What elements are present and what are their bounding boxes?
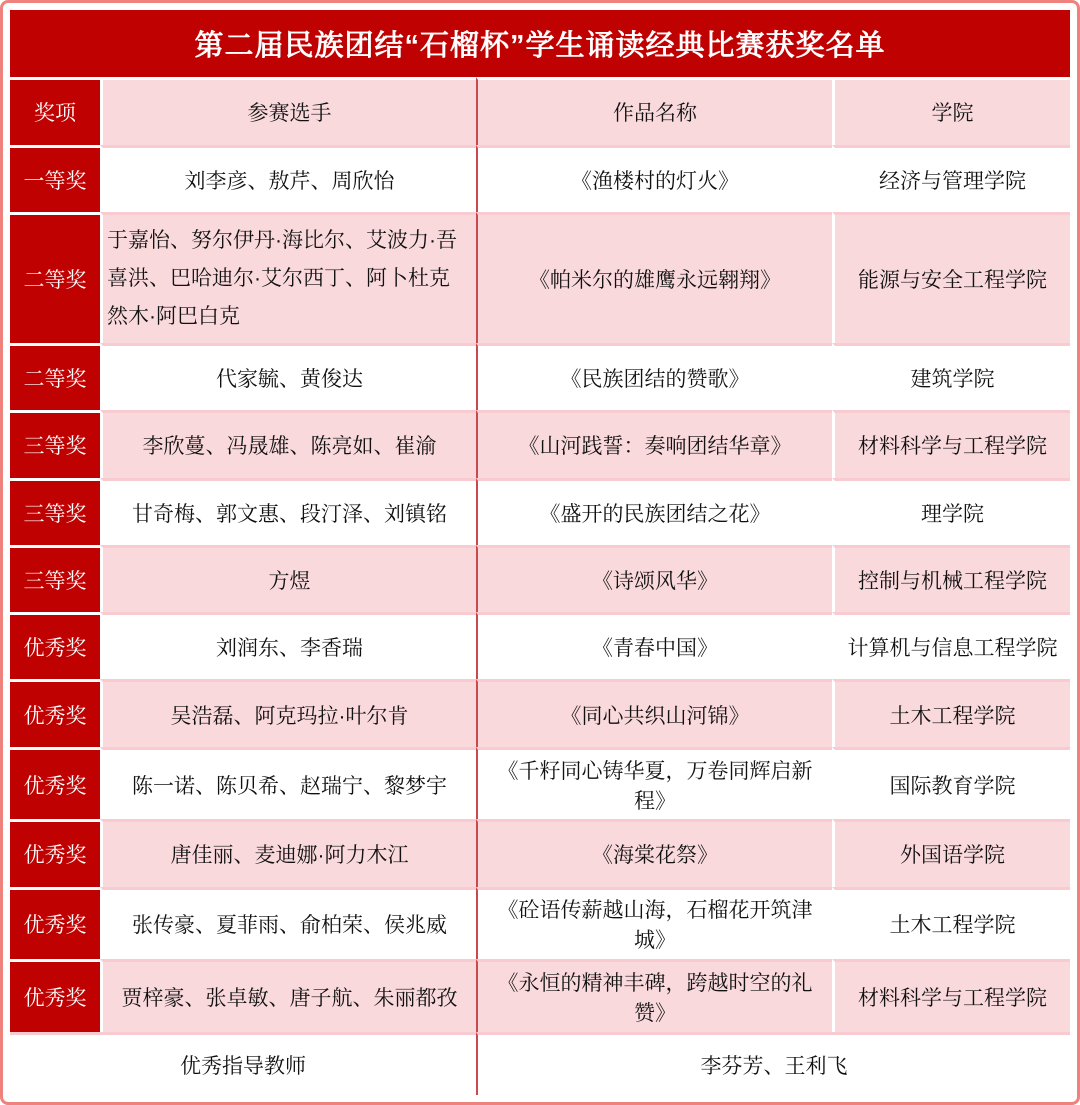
- college-cell: 材料科学与工程学院: [832, 959, 1070, 1032]
- table-row: [10, 478, 1070, 545]
- column-header-award: 奖项: [10, 77, 100, 144]
- footer-value: 李芬芳、王利飞: [476, 1032, 1070, 1095]
- table-row: [10, 410, 1070, 477]
- award-cell: 二等奖: [10, 212, 100, 343]
- college-cell: 国际教育学院: [832, 747, 1070, 820]
- contestants-cell: 代家毓、黄俊达: [100, 343, 476, 410]
- title-row: [10, 10, 1070, 77]
- footer-row: [10, 1032, 1070, 1095]
- table-row: [10, 887, 1070, 960]
- contestants-cell: 刘李彦、敖芹、周欣怡: [100, 145, 476, 212]
- footer-label: 优秀指导教师: [10, 1032, 476, 1095]
- table-row: [10, 612, 1070, 679]
- work-cell: 《渔楼村的灯火》: [476, 145, 832, 212]
- college-cell: 土木工程学院: [832, 679, 1070, 746]
- table-row: [10, 145, 1070, 212]
- work-cell: 《海棠花祭》: [476, 819, 832, 886]
- page-title: 第二届民族团结“石榴杯”学生诵读经典比赛获奖名单: [10, 10, 1070, 77]
- contestants-cell: 张传豪、夏菲雨、俞柏荣、侯兆威: [100, 887, 476, 960]
- work-cell: 《同心共织山河锦》: [476, 679, 832, 746]
- column-header-contestants: 参赛选手: [100, 77, 476, 144]
- contestants-cell: 唐佳丽、麦迪娜·阿力木江: [100, 819, 476, 886]
- table-row: [10, 747, 1070, 820]
- college-cell: 材料科学与工程学院: [832, 410, 1070, 477]
- table-row: [10, 343, 1070, 410]
- college-cell: 外国语学院: [832, 819, 1070, 886]
- header-row: [10, 77, 1070, 144]
- column-header-college: 学院: [832, 77, 1070, 144]
- college-cell: 控制与机械工程学院: [832, 545, 1070, 612]
- work-cell: 《山河践誓：奏响团结华章》: [476, 410, 832, 477]
- table-row: [10, 545, 1070, 612]
- contestants-cell: 贾梓豪、张卓敏、唐子航、朱丽都孜: [100, 959, 476, 1032]
- contestants-cell: 李欣蔓、冯晟雄、陈亮如、崔渝: [100, 410, 476, 477]
- work-cell: 《千籽同心铸华夏，万卷同辉启新程》: [476, 747, 832, 820]
- work-cell: 《砼语传薪越山海，石榴花开筑津城》: [476, 887, 832, 960]
- award-cell: 一等奖: [10, 145, 100, 212]
- award-cell: 三等奖: [10, 545, 100, 612]
- work-cell: 《民族团结的赞歌》: [476, 343, 832, 410]
- contestants-cell: 刘润东、李香瑞: [100, 612, 476, 679]
- contestants-cell: 方煜: [100, 545, 476, 612]
- table-row: [10, 959, 1070, 1032]
- college-cell: 建筑学院: [832, 343, 1070, 410]
- award-cell: 优秀奖: [10, 887, 100, 960]
- award-table: [10, 10, 1070, 1095]
- award-cell: 优秀奖: [10, 819, 100, 886]
- award-cell: 优秀奖: [10, 679, 100, 746]
- award-cell: 三等奖: [10, 410, 100, 477]
- table-row: [10, 819, 1070, 886]
- contestants-cell: 吴浩磊、阿克玛拉·叶尔肯: [100, 679, 476, 746]
- work-cell: 《诗颂风华》: [476, 545, 832, 612]
- award-cell: 优秀奖: [10, 747, 100, 820]
- award-cell: 优秀奖: [10, 612, 100, 679]
- contestants-cell: 陈一诺、陈贝希、赵瑞宁、黎梦宇: [100, 747, 476, 820]
- work-cell: 《盛开的民族团结之花》: [476, 478, 832, 545]
- table-row: [10, 212, 1070, 343]
- college-cell: 经济与管理学院: [832, 145, 1070, 212]
- work-cell: 《青春中国》: [476, 612, 832, 679]
- college-cell: 能源与安全工程学院: [832, 212, 1070, 343]
- contestants-cell: 甘奇梅、郭文惠、段汀泽、刘镇铭: [100, 478, 476, 545]
- contestants-cell: 于嘉怡、努尔伊丹·海比尔、艾波力·吾喜洪、巴哈迪尔·艾尔西丁、阿卜杜克然木·阿巴白克: [100, 212, 476, 343]
- work-cell: 《帕米尔的雄鹰永远翱翔》: [476, 212, 832, 343]
- college-cell: 计算机与信息工程学院: [832, 612, 1070, 679]
- college-cell: 土木工程学院: [832, 887, 1070, 960]
- award-cell: 优秀奖: [10, 959, 100, 1032]
- table-row: [10, 679, 1070, 746]
- award-cell: 三等奖: [10, 478, 100, 545]
- work-cell: 《永恒的精神丰碑，跨越时空的礼赞》: [476, 959, 832, 1032]
- column-header-work: 作品名称: [476, 77, 832, 144]
- college-cell: 理学院: [832, 478, 1070, 545]
- award-cell: 二等奖: [10, 343, 100, 410]
